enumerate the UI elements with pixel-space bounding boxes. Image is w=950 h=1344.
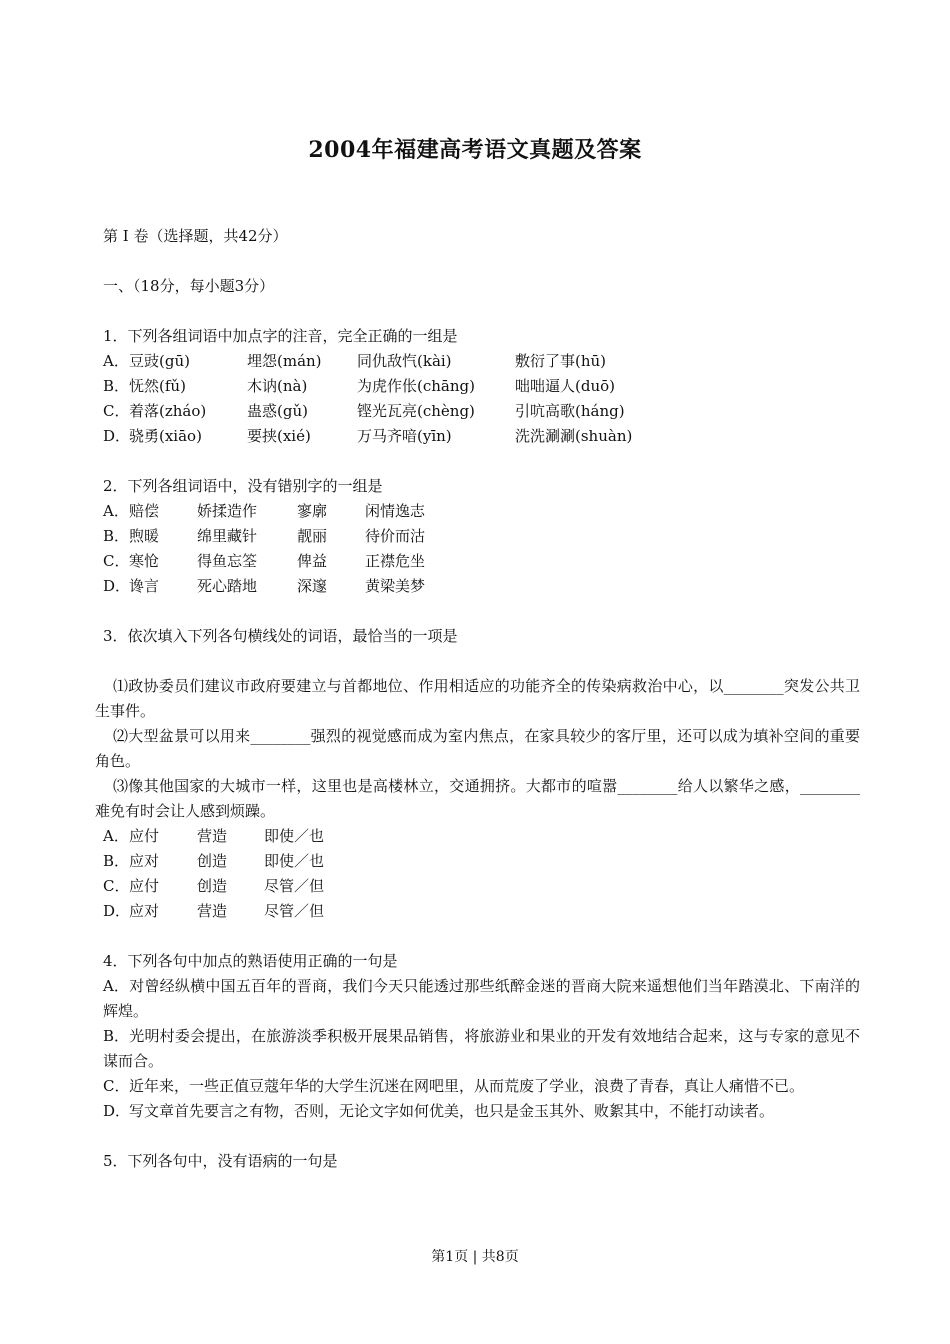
question-2-stem: 2．下列各组词语中，没有错别字的一组是: [103, 477, 383, 495]
question-3-option-a: A． 应付 营造 即使／也: [103, 827, 325, 845]
question-3-sentence-1: ⑴政协委员们建议市政府要建立与首都地位、作用相适应的功能齐全的传染病救治中心，以________突发公共卫生事件。: [95, 677, 860, 720]
question-3-option-b: B． 应对 创造 即使／也: [103, 852, 325, 870]
page-title: 2004年福建高考语文真题及答案: [308, 137, 642, 163]
question-1-option-d: D． 骁勇(xiāo) 要挟(xié) 万马齐喑(yīn) 洗洗涮涮(shuàn): [103, 427, 633, 445]
question-2-option-c: C． 寒怆 得鱼忘筌 俾益 正襟危坐: [103, 552, 426, 570]
question-4-stem: 4．下列各句中加点的熟语使用正确的一句是: [103, 952, 398, 970]
question-4-option-a: A．对曾经纵横中国五百年的晋商，我们今天只能透过那些纸醉金迷的晋商大院来遥想他们当年踏漠北、下南洋的辉煌。: [103, 977, 860, 1020]
exam-content: [95, 224, 860, 1174]
question-1-stem: 1．下列各组词语中加点字的注音，完全正确的一组是: [103, 327, 458, 345]
question-3-option-c: C． 应付 创造 尽管／但: [103, 877, 325, 895]
question-2-option-b: B． 煦暖 绵里藏针 靓丽 待价而沽: [103, 527, 426, 545]
section-heading: 第 I 卷（选择题，共42分）: [103, 227, 288, 245]
part-heading: 一、（18分，每小题3分）: [103, 277, 275, 295]
page-footer: 第1页 | 共8页: [431, 1249, 519, 1265]
question-1-option-b: B． 怃然(fǔ) 木讷(nà) 为虎作伥(chāng) 咄咄逼人(duō): [103, 377, 615, 395]
question-3-option-d: D． 应对 营造 尽管／但: [103, 902, 325, 920]
question-3-stem: 3．依次填入下列各句横线处的词语，最恰当的一项是: [103, 627, 458, 645]
question-5-stem: 5．下列各句中，没有语病的一句是: [103, 1152, 338, 1170]
question-1-option-c: C． 着落(zháo) 蛊惑(gǔ) 铿光瓦亮(chèng) 引吭高歌(háng): [103, 402, 625, 420]
question-2-option-d: D． 谗言 死心踏地 深邃 黄梁美梦: [103, 577, 426, 595]
question-3-sentence-3: ⑶像其他国家的大城市一样，这里也是高楼林立，交通拥挤。大都市的喧嚣________给人以繁华之感，________难免有时会让人感到烦躁。: [95, 777, 860, 820]
question-3-sentence-2: ⑵大型盆景可以用来________强烈的视觉感而成为室内焦点，在家具较少的客厅里，还可以成为填补空间的重要角色。: [95, 727, 860, 770]
question-4-option-c: C．近年来，一些正值豆蔻年华的大学生沉迷在网吧里，从而荒废了学业，浪费了青春，真让人痛惜不已。: [103, 1077, 805, 1095]
question-2-option-a: A． 赔偿 娇揉造作 寥廓 闲情逸志: [103, 502, 426, 520]
question-4-option-d: D．写文章首先要言之有物，否则，无论文字如何优美，也只是金玉其外、败絮其中，不能打动读者。: [103, 1102, 775, 1120]
question-1-option-a: A． 豆豉(gū) 埋怨(mán) 同仇敌忾(kài) 敷衍了事(hū): [103, 352, 607, 370]
question-4-option-b: B．光明村委会提出，在旅游淡季积极开展果品销售，将旅游业和果业的开发有效地结合起来，这与专家的意见不谋而合。: [103, 1027, 860, 1070]
